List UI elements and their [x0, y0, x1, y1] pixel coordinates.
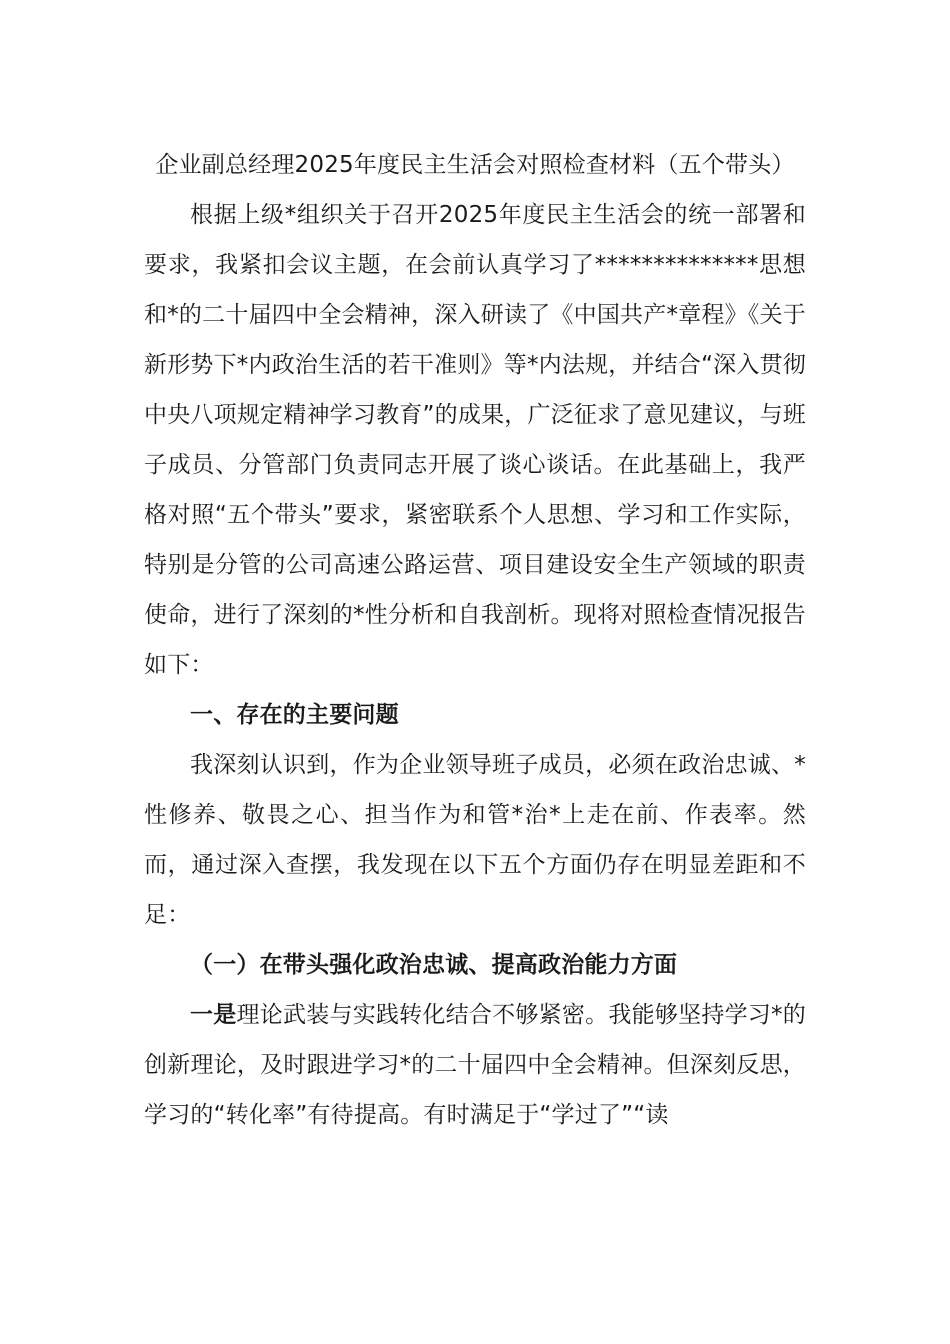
- document-title: 企业副总经理2025年度民主生活会对照检查材料（五个带头）: [155, 152, 795, 178]
- point-lead-label: 一是: [190, 1002, 237, 1028]
- point-paragraph: [144, 990, 806, 1140]
- subsection-heading-political-loyalty: （一）在带头强化政治忠诚、提高政治能力方面: [190, 952, 678, 978]
- section-heading-main-problems: 一、存在的主要问题: [190, 702, 399, 728]
- point-text: 理论武装与实践转化结合不够紧密。我能够坚持学习*的创新理论，及时跟进学习*的二十届四中全会精神。但深刻反思，学习的“转化率”有待提高。有时满足于“学过了”“读: [144, 1002, 806, 1128]
- document-body: [144, 140, 806, 1140]
- section-paragraph: 我深刻认识到，作为企业领导班子成员，必须在政治忠诚、*性修养、敬畏之心、担当作为和管*治*上走在前、作表率。然而，通过深入查摆，我发现在以下五个方面仍存在明显差距和不足：: [144, 752, 806, 928]
- intro-paragraph: 根据上级*组织关于召开2025年度民主生活会的统一部署和要求，我紧扣会议主题，在会前认真学习了**************思想和*的二十届四中全会精神，深入研读了《中国共产*章程》《关于新形势下*内政治生活的若干准则》等*内法规，并结合“深入贯彻中央八项规定精神学习教育”的成果，广泛征求了意见建议，与班子成员、分管部门负责同志开展了谈心谈话。在此基础上，我严格对照“五个带头”要求，紧密联系个人思想、学习和工作实际，特别是分管的公司高速公路运营、项目建设安全生产领域的职责使命，进行了深刻的*性分析和自我剖析。现将对照检查情况报告如下：: [144, 202, 806, 678]
